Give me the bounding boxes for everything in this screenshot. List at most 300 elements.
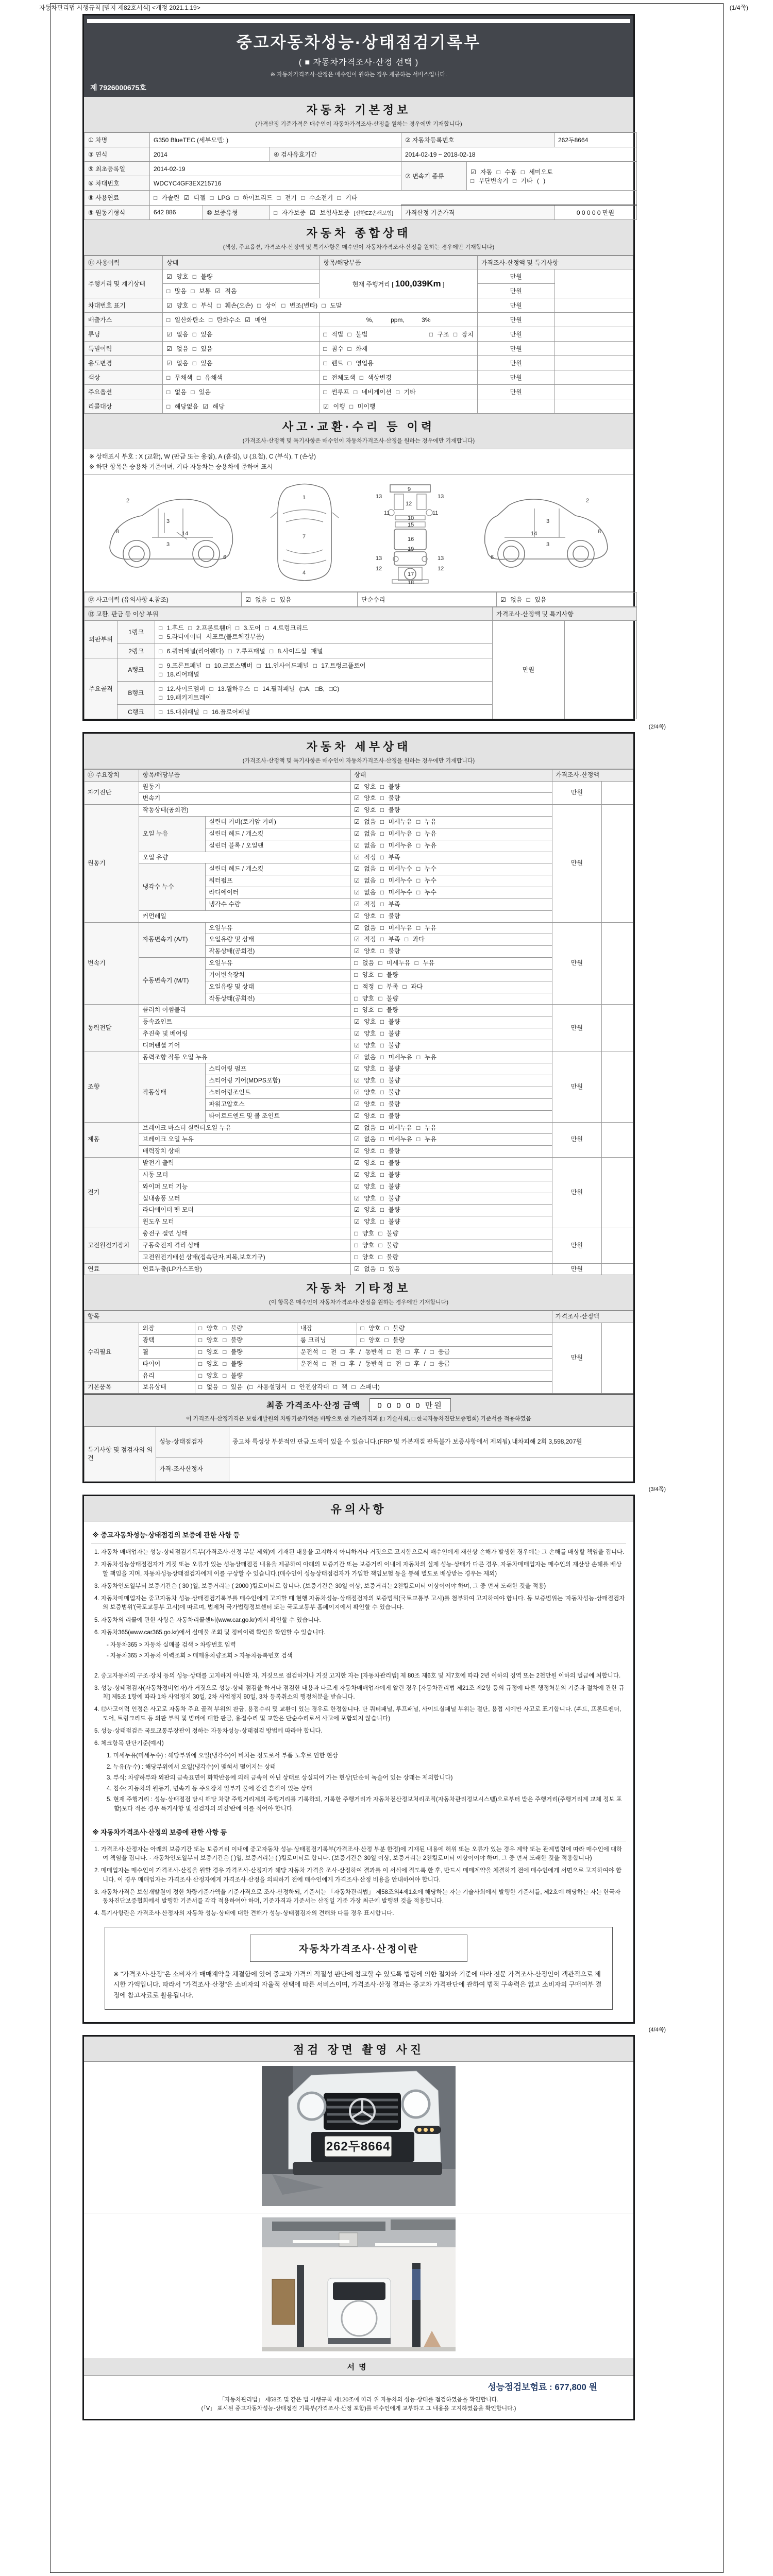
detail-item: 스티어링조인트 <box>206 1087 351 1099</box>
detail-status: ☑ 양호 □ 불량 <box>351 1016 552 1028</box>
detail-status: ☑ 없음 □ 미세누유 □ 누유 <box>351 922 552 934</box>
frame-label: 주요골격 <box>85 658 117 719</box>
detail-item: 타이로드엔드 및 볼 조인트 <box>206 1110 351 1122</box>
diagram-num: 3 <box>166 541 170 548</box>
notice-item: 1. 자동차 매매업자는 성능·상태점검기록부(가격조사·산정 부분 제외)에 기재된 내용을 고지하지 아니하거나 거짓으로 고지함으로써 매수인에게 재산상 손해가 발생한 경우에는 그 손해를 배상할 책임을 집니다. <box>94 1549 625 1556</box>
detail-status: ☑ 양호 □ 불량 <box>351 1205 552 1216</box>
fuel-label: ⑧ 사용연료 <box>85 191 150 206</box>
notice-item: 2. 매매업자는 매수인이 가격조사·산정을 원할 경우 가격조사·산정자가 해당 자동차 가격을 조사·산정하여 결과를 이 서식에 적도록 한 후, 반드시 매매계약을 체결하기 전에 매수인에게 서면으로 고지하여야 합니다. 이 경우 매매업자는 가격조사·산정자에게 가격조사·산정을 의뢰하기 전에 매수인에게 가격조사·산정 비용을 안내하여야 합니다. <box>94 1868 621 1883</box>
main-option-item: □ 썬루프 □ 네비게이션 □ 기타 <box>320 385 477 399</box>
emission-label: 배출가스 <box>85 313 163 327</box>
recall-item: ☑ 이행 □ 미이행 <box>320 399 477 414</box>
notice-item: 2. 중고자동차의 구조·장치 등의 성능·상태를 고지하지 아니한 자, 거짓으로 점검하거나 거짓 고지한 자는 [자동차관리법] 제 80조 제6호 및 제7호에 따라 2년 이하의 징역 또는 2천만원 이하의 벌금에 처합니다. <box>94 1672 621 1679</box>
diagram-num: 2 <box>585 497 589 504</box>
diagram-num: 7 <box>302 533 306 540</box>
wheel-status: □ 양호 □ 불량 <box>195 1346 297 1358</box>
roomclean-label: 룸 크리닝 <box>297 1335 357 1347</box>
group-electric: 전기 <box>85 1158 139 1228</box>
detail-price: 만원 <box>552 781 601 805</box>
notice-item: 4. 자동차매매업자는 중고자동차 성능·상태점검기록부를 매수인에게 고지할 때 현행 자동차성능·상태점검자의 보증범위(국토교통부 고시)를 첨부하여 고지하여야 합니다. 동 보증범위는 '자동차성능·상태점검자의 보증범위'(국토교통부 고시)에 따르며, 법제처 국가법령정보센터 또는 국토교통부 홈페이지에서 확인할 수 있습니다. <box>94 1596 625 1611</box>
notice-item: 5. 자동차의 리콜에 관한 사항은 자동차리콜센터(www.car.go.kr)에서 확인할 수 있습니다. <box>94 1617 321 1623</box>
detail-item: 실린더 커버(로커암 커버) <box>206 817 351 828</box>
notice-item: 3. 자동차가격은 보험개발원이 정한 차량기준가액을 기준가격으로 조사·산정하되, 기준서는 「자동차관리법」 제58조의4제1호에 해당하는 자는 기술사회에서 발행한 기준서를, 제2호에 해당하는 자는 한국자동차진단보증협회에서 발행한 기준서를 각각 적용하여야 하며, 기준가격과 기준서는 산정일 기준 가장 최근에 발행된 것을 적용합니다. <box>94 1889 621 1905</box>
diagram-num: 6 <box>490 554 494 561</box>
notice-subitem: 4. 침수: 자동차의 원동기, 변속기 등 주요장치 일부가 물에 잠긴 흔적이 있는 상태 <box>107 1786 312 1792</box>
warranty-options: □ 자가보증 ☑ 보험사보증 <box>274 209 350 216</box>
notice-item: 1. 가격조사·산정자는 아래의 보증기간 또는 보증거리 이내에 중고자동차 성능·상태점검기록부(가격조사·산정 부분 한정)에 기재된 내용에 허위 또는 오류가 있는 경우 계약 또는 관계법령에 따라 매수인에 대하여 책임을 집니다. · 자동차인도일부터 보증기간은 ( )일, 보증거리는 ( )킬로미터로 합니다. (보증기간은 30일 이상, 보증거리는 2천킬로미터 이상이어야 하며, 그 중 먼저 도래한 것을 적용합니다) <box>94 1846 623 1862</box>
rankC-items: □ 15.대쉬패널 □ 16.플로어패널 <box>155 704 493 719</box>
detail-item: 실내송풍 모터 <box>139 1193 351 1205</box>
signature-line-2: (「Ⅴ」 표시된 중고자동차성능·상태점검 기록부(가격조사·산정 포함)를 매수인에게 교부하고 그 내용을 고지하였음을 확인합니다.) <box>201 2405 516 2412</box>
base-price-label: 가격산정 기준가격 <box>401 205 554 220</box>
vin-label: ⑥ 차대번호 <box>85 176 150 191</box>
detail-item: 클러치 어셈블리 <box>139 1005 351 1016</box>
mileage-label: 주행거리 및 계기상태 <box>85 269 163 298</box>
engine-type-value: 642 886 <box>150 205 203 220</box>
diagram-num: 13 <box>376 555 382 562</box>
diagram-num: 2 <box>126 497 130 504</box>
other-col-item: 항목 <box>85 1311 552 1323</box>
diagram-num: 18 <box>408 579 414 585</box>
vin-mark-price: 만원 <box>477 298 554 313</box>
detail-status: ☑ 양호 □ 불량 <box>351 946 552 958</box>
service-note: ※ 자동차가격조사·산정은 매수인이 원하는 경우 제공하는 서비스입니다. <box>270 72 447 78</box>
detail-status: ☑ 양호 □ 불량 <box>351 1098 552 1110</box>
rankA-line1: □ 9.프론트패널 □ 10.크로스멤버 □ 11.인사이드패널 □ 17.트렁크플로어 <box>159 662 366 669</box>
color-status: □ 무채색 □ 유채색 <box>163 370 320 385</box>
emission-price: 만원 <box>477 313 554 327</box>
exterior-label: 외장 <box>139 1323 195 1335</box>
recall-label: 리콜대상 <box>85 399 163 414</box>
comp-col-item: 항목/해당부품 <box>320 256 477 269</box>
vin-mark-label: 차대번호 표기 <box>85 298 163 313</box>
rankB-line2: □ 19.패키지트레이 <box>159 693 211 701</box>
vin-mark-status: ☑ 양호 □ 부식 □ 훼손(오손) □ 상이 □ 변조(변타) □ 도말 <box>163 298 478 313</box>
detail-item: 오일유량 및 상태 <box>206 934 351 946</box>
other-col-price: 가격조사·산정액 <box>552 1311 633 1323</box>
basic-info-note: (가격산정 기준가격은 매수인이 자동차가격조사·산정을 원하는 경우에만 기재합니다) <box>255 121 462 127</box>
diagram-num: 16 <box>408 536 414 543</box>
rank1-line2: □ 5.라디에이터 서포트(볼트체결부품) <box>159 633 264 640</box>
notices-sec1-title: ※ 중고자동차성능·상태점검의 보증에 관한 사항 등 <box>91 1524 626 1544</box>
detail-status: ☑ 없음 □ 미세누유 □ 누유 <box>351 840 552 852</box>
detail-item: 추진축 및 베어링 <box>139 1028 351 1040</box>
detail-status: ☑ 양호 □ 불량 <box>351 1181 552 1193</box>
glass-label: 유리 <box>139 1370 195 1382</box>
page-frame <box>50 3 724 2573</box>
tuning-label: 튜닝 <box>85 327 163 342</box>
detail-status: ☑ 없음 □ 미세누유 □ 누유 <box>351 817 552 828</box>
detail-status: ☑ 양호 □ 불량 <box>351 910 552 922</box>
signature-header: 서명 <box>84 2358 633 2376</box>
car-name-label: ① 차명 <box>85 133 150 147</box>
detail-status: ☑ 없음 □ 미세누유 □ 누유 <box>351 1052 552 1063</box>
notice-subitem: - 자동차365 > 자동차 이력조회 > 매매용차량조회 > 자동차등록번호 검색 <box>107 1653 293 1659</box>
detail-item: 충전구 절연 상태 <box>139 1228 351 1240</box>
mileage-suffix: ] <box>442 280 445 288</box>
detail-price: 만원 <box>552 1158 601 1228</box>
diagram-num: 12 <box>438 565 444 572</box>
detail-item: 실린더 헤드 / 개스킷 <box>206 863 351 875</box>
diagram-num: 10 <box>408 515 414 521</box>
glass-status: □ 양호 □ 불량 <box>195 1370 552 1382</box>
detail-status: ☑ 양호 □ 불량 <box>351 1075 552 1087</box>
detail-status: ☑ 양호 □ 불량 <box>351 805 552 817</box>
notices-sec2-title: ※ 자동차가격조사·산정의 보증에 관한 사항 등 <box>91 1822 626 1841</box>
detail-price: 만원 <box>552 1122 601 1157</box>
car-name-value: G350 BlueTEC (세부모델: ) <box>150 133 401 147</box>
rankA-line2: □ 18.리어패널 <box>159 670 199 678</box>
detail-status: ☑ 양호 □ 불량 <box>351 1146 552 1158</box>
detail-col-status: 상태 <box>351 769 552 781</box>
comp-col-price: 가격조사·산정액 및 특기사항 <box>477 256 633 269</box>
detail-item: 오일유량 및 상태 <box>206 981 351 993</box>
exchange-label: ⑬ 교환, 판금 등 이상 부위 <box>85 607 493 620</box>
first-reg-value: 2014-02-19 <box>150 162 401 176</box>
detail-status: ☑ 적정 □ 부족 <box>351 899 552 910</box>
detail-status: ☑ 양호 □ 불량 <box>351 1040 552 1052</box>
emission-values: %, ppm, 3% <box>320 313 477 327</box>
diagram-num: 9 <box>408 486 411 493</box>
rank2-items: □ 6.쿼터패널(리어휀다) □ 7.루프패널 □ 8.사이드실 패널 <box>155 643 493 658</box>
detail-status: ☑ 없음 □ 미세누유 □ 누유 <box>351 828 552 840</box>
detail-status: ☑ 적정 □ 부족 □ 과다 <box>351 934 552 946</box>
tuning-kind: □ 구조 □ 장치 <box>429 331 474 338</box>
diagram-num: 15 <box>408 521 414 528</box>
wheel-detail: 운전석 □ 전 □ 후 / 동반석 □ 전 □ 후 / □ 응급 <box>297 1346 552 1358</box>
detail-subgroup: 자동변속기 (A/T) <box>139 922 206 957</box>
detail-item: 디퍼렌셜 기어 <box>139 1040 351 1052</box>
detail-status: ☑ 양호 □ 불량 <box>351 1028 552 1040</box>
detail-item: 스티어링 기어(MDPS포함) <box>206 1075 351 1087</box>
rankB-line1: □ 12.사이드멤버 □ 13.휠하우스 □ 14.필러패널 (□A, □B, □C) <box>159 685 340 692</box>
diagram-num: 17 <box>408 571 414 578</box>
detail-item: 윈도우 모터 <box>139 1216 351 1228</box>
detail-status: ☑ 양호 □ 불량 <box>351 1063 552 1075</box>
detail-item: 등속죠인트 <box>139 1016 351 1028</box>
detail-status: □ 적정 □ 부족 □ 과다 <box>351 981 552 993</box>
detail-item: 발전기 출력 <box>139 1158 351 1170</box>
mileage-value: 100,039Km <box>395 278 441 289</box>
final-price-label: 최종 가격조사·산정 금액 <box>266 1401 360 1411</box>
notice-item: 4. ⑫사고이력 인정은 사고로 자동차 주요 골격 부위의 판금, 용접수리 및 교환이 있는 경우로 한정합니다. 단 쿼터패널, 루프패널, 사이드실패널 부위는 절단, 용접 시에만 사고로 표기합니다. (후드, 프론트펜더, 도어, 트렁크리드 등 외판 부위 및 범퍼에 대한 판금, 용접수리 및 교환은 단순수리로서 사고에 포함되지 않습니다) <box>94 1706 621 1722</box>
detail-status: ☑ 없음 □ 미세누유 □ 누유 <box>351 1122 552 1134</box>
holding-label: 보유상태 <box>139 1382 195 1394</box>
warranty-insurer: [신한EZ손해보험] <box>354 210 393 216</box>
warranty-label: ⑩ 보증유형 <box>203 205 270 220</box>
detail-item: 실린더 헤드 / 개스킷 <box>206 828 351 840</box>
interior-status: □ 양호 □ 불량 <box>357 1323 552 1335</box>
document-title: 중고자동차성능·상태점검기록부 <box>236 33 481 52</box>
color-label: 색상 <box>85 370 163 385</box>
detail-status: □ 양호 □ 불량 <box>351 1240 552 1251</box>
other-info-note: (이 항목은 매수인이 자동차가격조사·산정을 원하는 경우에만 기재합니다) <box>268 1299 449 1306</box>
detail-subgroup: 오일 누유 <box>139 817 206 852</box>
other-info-title: 자동차 기타정보 <box>306 1282 411 1295</box>
detail-item: 구동축전지 격리 상태 <box>139 1240 351 1251</box>
diagram-num: 1 <box>302 494 306 501</box>
main-option-label: 주요옵션 <box>85 385 163 399</box>
detail-item: 냉각수 수량 <box>206 899 351 910</box>
engine-type-label: ⑨ 원동기형식 <box>85 205 150 220</box>
interior-label: 내장 <box>297 1323 357 1335</box>
detail-item: 브레이크 오일 누유 <box>139 1134 351 1146</box>
usage-change-status: ☑ 없음 □ 있음 <box>163 356 320 370</box>
detail-status: ☑ 양호 □ 불량 <box>351 1216 552 1228</box>
tire-status: □ 양호 □ 불량 <box>195 1358 297 1370</box>
diagram-num: 3 <box>546 541 549 548</box>
inspector-opinion: 중고차 특성상 부분적인 판금,도색이 있을 수 있습니다.(FRP 및 카본재질 판독불가 보증사항에서 제외됨),내차피해 2회 3,598,207원 <box>229 1427 633 1458</box>
main-option-status: □ 없음 □ 있음 <box>163 385 320 399</box>
detail-status: ☑ 양호 □ 불량 <box>351 1169 552 1181</box>
appraiser-label: 가격·조사산정자 <box>156 1458 229 1482</box>
basic-info-title: 자동차 기본정보 <box>306 104 411 116</box>
notice-item: 6. 자동차365(www.car365.go.kr)에서 실매물 조회 및 정비이력 확인을 확인할 수 있습니다. <box>94 1629 326 1636</box>
tire-detail: 운전석 □ 전 □ 후 / 동반석 □ 전 □ 후 / □ 응급 <box>297 1358 552 1370</box>
diagram-num: 3 <box>166 518 170 524</box>
exchange-price: 만원 <box>493 620 565 719</box>
transmission-line1: ☑ 자동 □ 수동 □ 세미오토 <box>470 168 553 176</box>
detail-item: 변속기 <box>139 793 351 805</box>
outer-panel-label: 외판부위 <box>85 620 117 658</box>
holding-status: □ 없음 □ 있음 (□ 사용설명서 □ 안전삼각대 □ 잭 □ 스패너) <box>195 1382 552 1394</box>
detail-item: 워터펌프 <box>206 875 351 887</box>
detail-status: □ 양호 □ 불량 <box>351 1005 552 1016</box>
diagram-num: 3 <box>546 518 549 524</box>
detail-item: 실린더 블록 / 오일팬 <box>206 840 351 852</box>
diagram-num: 12 <box>406 500 412 507</box>
fuel-checkboxes: □ 가솔린 ☑ 디젤 □ LPG □ 하이브리드 □ 전기 □ 수소전기 □ 기타 <box>150 191 637 206</box>
diagram-num: 11 <box>432 510 439 516</box>
inspection-insurance-fee: 성능점검보험료 : 677,800 원 <box>488 2382 597 2392</box>
detail-item: 작동상태(공회전) <box>139 805 351 817</box>
tuning-legal: □ 적법 □ 불법 <box>323 331 368 338</box>
diagram-num: 19 <box>408 546 414 552</box>
polish-label: 광택 <box>139 1335 195 1347</box>
special-history-status: ☑ 없음 □ 있음 <box>163 342 320 356</box>
detail-item: 커먼레일 <box>139 910 351 922</box>
detail-item: 오일누유 <box>206 958 351 970</box>
group-engine: 원동기 <box>85 805 139 922</box>
basic-items-label: 기본품목 <box>85 1382 139 1394</box>
detail-col-device: ⑭ 주요장치 <box>85 769 139 781</box>
detail-item: 라디에이터 <box>206 887 351 899</box>
detail-price: 만원 <box>552 1228 601 1263</box>
detail-status: ☑ 없음 □ 미세누수 □ 누수 <box>351 887 552 899</box>
diagram-num: 13 <box>438 555 444 562</box>
special-history-price: 만원 <box>477 342 554 356</box>
base-price-value: 0 0 0 0 0 만원 <box>554 205 637 220</box>
detail-price: 만원 <box>552 1263 601 1275</box>
comp-col-status: 상태 <box>163 256 320 269</box>
diagram-num: 14 <box>182 530 189 537</box>
detail-item: 기어변속장치 <box>206 969 351 981</box>
accident-history-label: ⑫ 사고이력 (유의사항 4.참조) <box>85 592 242 606</box>
accident-history-status: ☑ 없음 □ 있음 <box>242 592 358 606</box>
roomclean-status: □ 양호 □ 불량 <box>357 1335 552 1347</box>
inspection-value: 2014-02-19 ~ 2018-02-18 <box>401 147 637 162</box>
detail-item: 작동상태(공회전) <box>206 946 351 958</box>
detail-status: □ 양호 □ 불량 <box>351 1251 552 1263</box>
wheel-label: 휠 <box>139 1346 195 1358</box>
color-price: 만원 <box>477 370 554 385</box>
mileage-price2: 만원 <box>477 284 554 298</box>
detail-note: (가격조사·산정액 및 특기사항은 매수인이 자동차가격조사·산정을 원하는 경우에만 기재합니다) <box>242 757 475 764</box>
rankC-label: C랭크 <box>117 704 155 719</box>
tuning-status: ☑ 없음 □ 있음 <box>163 327 320 342</box>
notice-item: 3. 자동차인도일부터 보증기간은 ( 30 )일, 보증거리는 ( 2000 )킬로미터로 합니다. (보증기간은 30일 이상, 보증거리는 2천킬로미터 이상이어야 하며, 그 중 먼저 도래한 것을 적용) <box>94 1583 546 1589</box>
notices-title: 유의사항 <box>330 1503 387 1516</box>
group-selfdiag: 자기진단 <box>85 781 139 805</box>
year-label: ③ 연식 <box>85 147 150 162</box>
transmission-label: ⑦ 변속기 종류 <box>401 162 467 191</box>
detail-item: 파워고압호스 <box>206 1098 351 1110</box>
usage-change-item: □ 렌트 □ 영업용 <box>320 356 477 370</box>
special-history-label: 특별이력 <box>85 342 163 356</box>
diagram-num: 11 <box>384 510 390 516</box>
group-transmission: 변속기 <box>85 922 139 1005</box>
detail-item: 배력장치 상태 <box>139 1146 351 1158</box>
notice-item: 4. 특기사항란은 가격조사·산정자의 자동차 성능·상태에 대한 견해가 성능·상태점검자의 견해와 다를 경우 표시합니다. <box>94 1910 394 1917</box>
detail-status: ☑ 양호 □ 불량 <box>351 1110 552 1122</box>
remarks-label: 특기사항 및 점검자의 의견 <box>85 1427 156 1482</box>
detail-status: ☑ 없음 □ 미세누수 □ 누수 <box>351 875 552 887</box>
page-marker-1: (1/4쪽) <box>729 4 748 11</box>
detail-status: ☑ 양호 □ 불량 <box>351 781 552 793</box>
diagram-num: 8 <box>597 528 601 535</box>
document-number: 제 7926000675호 <box>90 83 146 92</box>
inspector-label: 성능·상태점검자 <box>156 1427 229 1458</box>
notice-subitem: 2. 누유(누수) : 해당부위에서 오일(냉각수)이 맺혀서 떨어지는 상태 <box>107 1764 276 1770</box>
detail-item: 시동 모터 <box>139 1169 351 1181</box>
other-price: 만원 <box>552 1323 601 1394</box>
comp-col-usage: ⑪ 사용이력 <box>85 256 163 269</box>
accident-note: (가격조사·산정액 및 특기사항은 매수인이 자동차가격조사·산정을 원하는 경우에만 기재합니다) <box>242 438 475 444</box>
comprehensive-note: (색상, 주요옵션, 가격조사·산정액 및 특기사항은 매수인이 자동차가격조사·산정을 원하는 경우에만 기재합니다) <box>223 244 495 250</box>
accident-legend-2: ※ 하단 항목은 승용차 기준이며, 기타 자동차는 승용차에 준하여 표시 <box>89 463 273 471</box>
detail-status: ☑ 양호 □ 불량 <box>351 1158 552 1170</box>
detail-item: 라디에이터 팬 모터 <box>139 1205 351 1216</box>
final-price-value: 0 0 0 0 0 만원 <box>369 1398 451 1412</box>
color-item: □ 전체도색 □ 색상변경 <box>320 370 477 385</box>
detail-status: ☑ 양호 □ 불량 <box>351 1193 552 1205</box>
accident-legend-1: ※ 상태표시 부호 : X (교환), W (판금 또는 용접), A (흠집), U (요철), C (부식), T (손상) <box>89 453 316 460</box>
detail-subgroup: 냉각수 누수 <box>139 863 206 910</box>
detail-item: 브레이크 마스터 실린더오일 누유 <box>139 1122 351 1134</box>
reg-no-value: 262두8664 <box>554 133 637 147</box>
definition-title: 자동차가격조사·산정이란 <box>250 1935 467 1962</box>
detail-status: □ 양호 □ 불량 <box>351 969 552 981</box>
rankA-label: A랭크 <box>117 658 155 681</box>
recall-status: □ 해당없음 ☑ 해당 <box>163 399 320 414</box>
diagram-num: 4 <box>302 569 306 576</box>
detail-status: ☑ 양호 □ 불량 <box>351 793 552 805</box>
mileage-price1: 만원 <box>477 269 554 284</box>
detail-status: ☑ 적정 □ 부족 <box>351 852 552 863</box>
detail-item: 연료누출(LP가스포함) <box>139 1263 351 1275</box>
detail-item: 작동상태(공회전) <box>206 993 351 1005</box>
detail-item: 동력조향 작동 오일 누유 <box>139 1052 351 1063</box>
page-marker-4: (4/4쪽) <box>648 2026 666 2033</box>
transmission-line2: □ 무단변속기 □ 기타 ( ) <box>470 177 546 184</box>
detail-price: 만원 <box>552 922 601 1005</box>
rank1-line1: □ 1.후드 □ 2.프론트휀더 □ 3.도어 □ 4.트렁크리드 <box>159 624 308 632</box>
signature-line-1: 「자동차관리법」 제58조 및 같은 법 시행규칙 제120조에 따라 위 자동차의 성능·상태를 점검하였음을 확인합니다. <box>219 2396 499 2403</box>
tire-label: 타이어 <box>139 1358 195 1370</box>
detail-item: 와이퍼 모터 기능 <box>139 1181 351 1193</box>
polish-status: □ 양호 □ 불량 <box>195 1335 297 1347</box>
rank1-label: 1랭크 <box>117 620 155 643</box>
emission-status: □ 일산화탄소 □ 탄화수소 ☑ 매연 <box>163 313 320 327</box>
special-history-item: □ 침수 □ 화재 <box>320 342 477 356</box>
detail-col-item: 항목/해당부품 <box>139 769 351 781</box>
group-fuel: 연료 <box>85 1263 139 1275</box>
detail-subgroup: 수동변속기 (M/T) <box>139 958 206 1005</box>
license-plate-text: 262두8664 <box>326 2139 391 2154</box>
simple-repair-label: 단순수리 <box>358 592 497 606</box>
page-marker-3: (3/4쪽) <box>648 1486 666 1493</box>
notice-subitem: 1. 미세누유(미세누수) : 해당부위에 오일(냉각수)이 비치는 정도로서 부품 노후로 인한 현상 <box>107 1753 338 1759</box>
vin-value: WDCYC4GF3EX215716 <box>150 176 401 191</box>
detail-status: ☑ 양호 □ 불량 <box>351 1087 552 1099</box>
diagram-num: 13 <box>438 493 444 500</box>
photos-title: 점검 장면 촬영 사진 <box>293 2043 425 2056</box>
detail-price: 만원 <box>552 1052 601 1122</box>
diagram-num: 8 <box>116 528 120 535</box>
detail-item: 스티어링 펌프 <box>206 1063 351 1075</box>
group-powertrain: 동력전달 <box>85 1005 139 1052</box>
simple-repair-status: ☑ 없음 □ 있음 <box>497 592 637 606</box>
group-brake: 제동 <box>85 1122 139 1157</box>
first-reg-label: ⑤ 최초등록일 <box>85 162 150 176</box>
rankB-label: B랭크 <box>117 681 155 704</box>
detail-price: 만원 <box>552 1005 601 1052</box>
price-survey-select: ( ■ 자동차가격조사·산정 선택 ) <box>298 58 419 67</box>
final-price-note: 이 가격조사·산정가격은 보험개발원의 차량기준가액을 바탕으로 한 기준가격과 (□ 기술사회, □ 한국자동차진단보증협회) 기준서를 적용하였음 <box>186 1416 531 1422</box>
group-steering: 조향 <box>85 1052 139 1122</box>
tuning-price: 만원 <box>477 327 554 342</box>
detail-status: □ 없음 □ 미세누유 □ 누유 <box>351 958 552 970</box>
diagram-num: 6 <box>223 554 227 561</box>
notice-item: 5. 성능·상태점검은 국토교통부장관이 정하는 자동차성능·상태점검 방법에 따라야 합니다. <box>94 1727 323 1734</box>
notice-item: 6. 체크항목 판단기준(예시) <box>94 1740 164 1747</box>
notice-subitem: - 자동차365 > 자동차 실매물 검색 > 차량번호 입력 <box>107 1642 236 1649</box>
notice-subitem: 3. 부식: 차량하부와 외판의 금속표면이 화학반응에 의해 금속이 아닌 상태로 상실되어 가는 현상(단순히 녹슬어 있는 상태는 제외합니다) <box>107 1774 453 1781</box>
detail-item: 원동기 <box>139 781 351 793</box>
diagram-num: 14 <box>530 530 537 537</box>
detail-status: □ 양호 □ 불량 <box>351 1228 552 1240</box>
year-value: 2014 <box>150 147 270 162</box>
notice-item: 2. 자동차성능상태점검자가 거짓 또는 오류가 있는 성능상태점검 내용을 제공하여 아래의 보증기간 또는 보증거리 이내에 자동차의 실제 성능·상태가 다른 경우, 자동차매매업자는 매수인의 재산상 손해를 배상할 책임을 지며, 자동차성능상태점검자에게 이를 구상할 수 있습니다.(매수인이 성능상태점검자가 가입한 책임보험 등을 통해 별도로 배상받는 경우는 제외) <box>94 1562 622 1577</box>
definition-text: ※ "가격조사·산정"은 소비자가 매매계약을 체결함에 있어 중고차 가격의 적절성 판단에 참고할 수 있도록 법령에 의한 절차와 기준에 따라 전문 가격조사·산정인이 객관적으로 제시한 가액입니다. 따라서 "가격조사·산정"은 소비자의 자율적 선택에 따른 서비스이며, 가격조사·산정 결과는 중고차 가격판단에 관하여 법적 구속력은 없고 소비자의 구매여부 결정에 참고자료로 활용됩니다. <box>113 1970 602 1999</box>
detail-status: ☑ 없음 □ 있음 <box>351 1263 552 1275</box>
usage-change-price: 만원 <box>477 356 554 370</box>
usage-change-label: 용도변경 <box>85 356 163 370</box>
detail-col-price: 가격조사·산정액 <box>552 769 633 781</box>
main-option-price: 만원 <box>477 385 554 399</box>
mileage-status2: □ 많음 □ 보통 ☑ 적음 <box>163 284 320 298</box>
detail-item: 오일 유량 <box>139 852 351 863</box>
detail-status: ☑ 없음 □ 미세누수 □ 누수 <box>351 863 552 875</box>
page-marker-2: (2/4쪽) <box>648 723 666 730</box>
detail-item: 오일누유 <box>206 922 351 934</box>
group-highvoltage: 고전원전기장치 <box>85 1228 139 1263</box>
reg-no-label: ② 자동차등록번호 <box>401 133 554 147</box>
diagram-num: 13 <box>376 493 382 500</box>
rank2-label: 2랭크 <box>117 643 155 658</box>
detail-subgroup: 작동상태 <box>139 1063 206 1122</box>
regulation-text: 자동차관리법 시행규칙 [별지 제82호서식] <개정 2021.1.19> <box>39 4 200 11</box>
